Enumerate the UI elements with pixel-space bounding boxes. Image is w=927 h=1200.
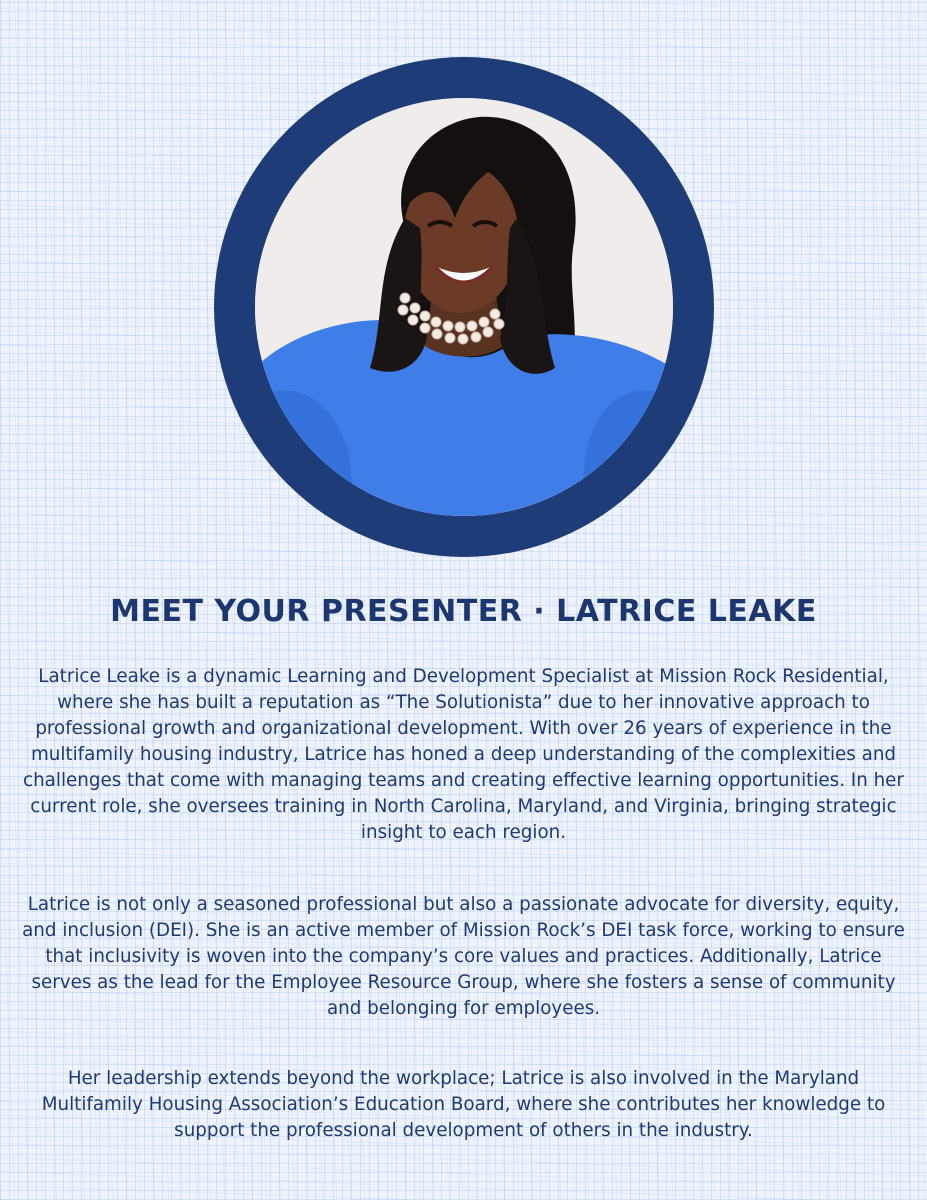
bio-paragraph-3: Her leadership extends beyond the workplace; Latrice is also involved in the Maryland Multifamily Housing Association’s Education Board, where she contributes her knowledge to support the professional development of others in the industry. [41, 1068, 886, 1141]
portrait-frame [214, 57, 714, 557]
bio-paragraph-2: Latrice is not only a seasoned professional but also a passionate advocate for diversity, equity, and inclusion (DEI). She is an active member of Mission Rock’s DEI task force, working to ensure that inclusivity is woven into the company’s core values and practices. Additionally, Latrice serves as the lead for the Employee Resource Group, where she fosters a sense of community and belonging for employees. [22, 894, 905, 1019]
page-title: MEET YOUR PRESENTER · LATRICE LEAKE [110, 594, 817, 629]
presenter-photo [255, 98, 673, 516]
bio-paragraph-1: Latrice Leake is a dynamic Learning and Development Specialist at Mission Rock Residential, where she has built a reputation as “The Solutionista” due to her innovative approach to professional growth and organizational development. With over 26 years of experience in the multifamily housing industry, Latrice has honed a deep understanding of the complexities and challenges that come with managing teams and creating effective learning opportunities. In her current role, she oversees training in North Carolina, Maryland, and Virginia, bringing strategic insight to each region. [23, 666, 904, 843]
